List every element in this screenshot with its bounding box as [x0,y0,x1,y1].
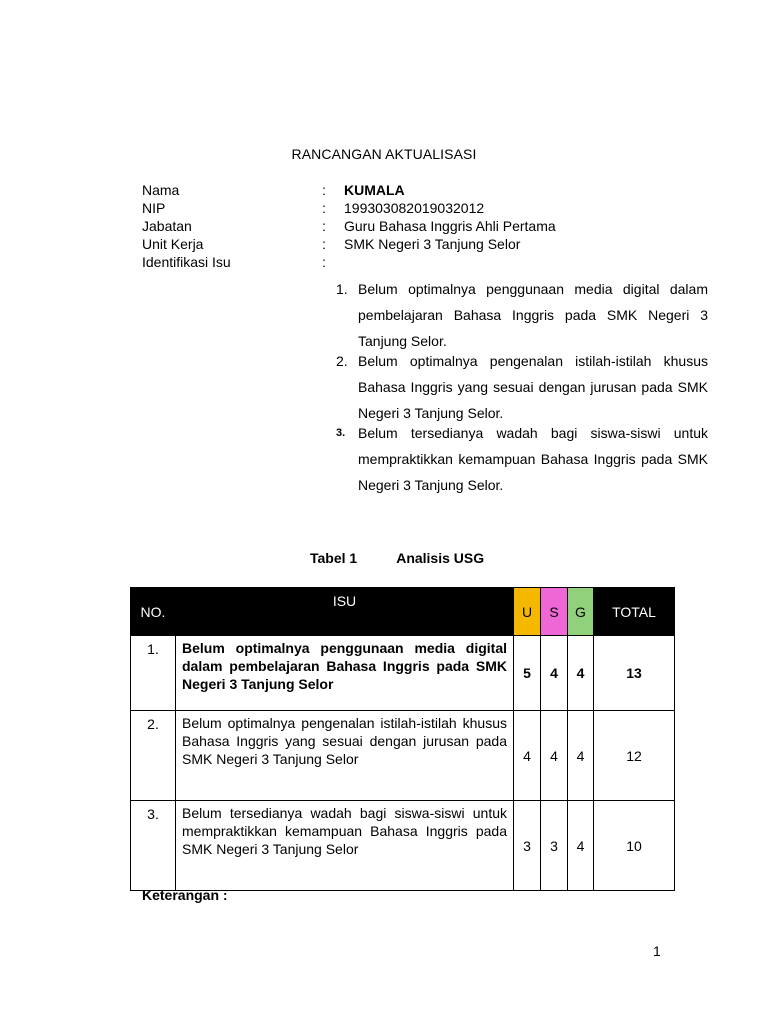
table-row [131,636,675,711]
row-no: 2. [131,711,176,801]
row-u: 3 [514,801,541,891]
row-total: 13 [594,636,675,711]
field-label-nip: NIP [142,200,166,216]
isu-number: 1. [336,281,348,297]
field-value-unit-kerja: SMK Negeri 3 Tanjung Selor [344,236,521,252]
row-total: 12 [594,711,675,801]
row-g: 4 [568,711,594,801]
table-row [131,711,675,801]
isu-text: Belum optimalnya pengenalan istilah-istilah khusus Bahasa Inggris yang sesuai dengan jurusan pada SMK Negeri 3 Tanjung Selor. [358,353,708,421]
isu-list-item [336,420,708,498]
row-no: 1. [131,636,176,711]
header-growth: G [568,588,594,636]
field-value-jabatan: Guru Bahasa Inggris Ahli Pertama [344,218,556,234]
field-value-nama: KUMALA [344,182,405,198]
isu-text: Belum optimalnya penggunaan media digital dalam pembelajaran Bahasa Inggris pada SMK Negeri 3 Tanjung Selor. [358,281,708,349]
table-caption-title: Analisis USG [396,550,485,566]
row-s: 4 [541,711,568,801]
field-colon: : [322,218,326,234]
row-total: 10 [594,801,675,891]
row-no: 3. [131,801,176,891]
page-number: 1 [653,943,661,959]
row-g: 4 [568,801,594,891]
header-no: NO. [131,588,176,636]
row-isu: Belum optimalnya penggunaan media digital dalam pembelajaran Bahasa Inggris pada SMK Negeri 3 Tanjung Selor [176,636,514,711]
row-u: 5 [514,636,541,711]
row-s: 3 [541,801,568,891]
header-total: TOTAL [594,588,675,636]
field-colon: : [322,182,326,198]
isu-number: 3. [336,427,346,439]
header-seriousness: S [541,588,568,636]
header-urgency: U [514,588,541,636]
field-colon: : [322,236,326,252]
isu-list-item [336,348,708,426]
isu-number: 2. [336,353,348,369]
document-title: RANCANGAN AKTUALISASI [291,146,477,162]
header-isu: ISU [176,588,514,636]
row-s: 4 [541,636,568,711]
field-label-unit-kerja: Unit Kerja [142,236,204,252]
field-label-identifikasi-isu: Identifikasi Isu [142,254,231,270]
table-caption-label: Tabel 1 [310,550,358,566]
table-caption [310,550,484,566]
table-header-row [131,588,675,636]
row-isu: Belum optimalnya pengenalan istilah-istilah khusus Bahasa Inggris yang sesuai dengan jurusan pada SMK Negeri 3 Tanjung Selor [176,711,514,801]
row-u: 4 [514,711,541,801]
isu-list [336,276,708,498]
row-isu: Belum tersedianya wadah bagi siswa-siswi untuk mempraktikkan kemampuan Bahasa Inggris pada SMK Negeri 3 Tanjung Selor [176,801,514,891]
field-label-jabatan: Jabatan [142,218,192,234]
keterangan-label: Keterangan : [142,887,228,903]
field-colon: : [322,200,326,216]
usg-analysis-table [130,587,675,891]
table-row [131,801,675,891]
isu-text: Belum tersedianya wadah bagi siswa-siswi untuk mempraktikkan kemampuan Bahasa Inggris pada SMK Negeri 3 Tanjung Selor. [358,425,708,493]
field-colon: : [322,254,326,270]
row-g: 4 [568,636,594,711]
field-label-nama: Nama [142,182,180,198]
field-value-nip: 199303082019032012 [344,200,485,216]
isu-list-item [336,276,708,354]
